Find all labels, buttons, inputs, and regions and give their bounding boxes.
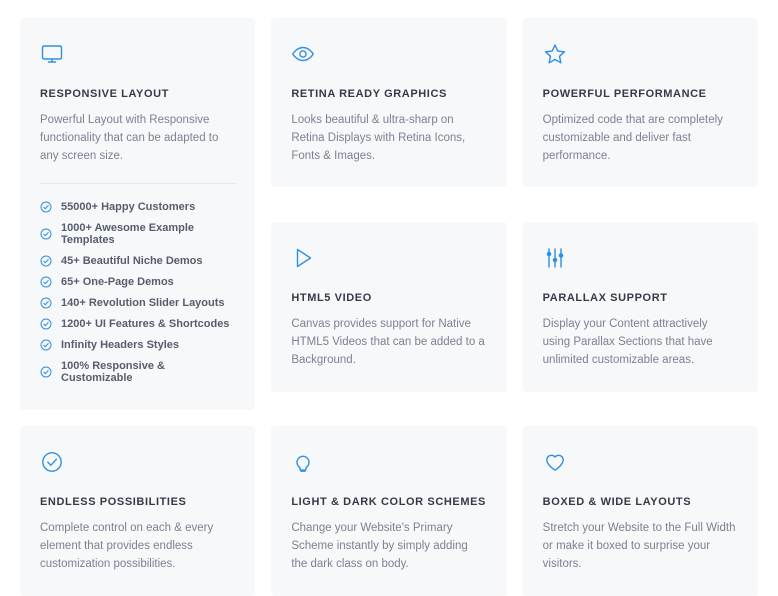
check-circle-icon xyxy=(40,318,52,330)
list-item-label: 65+ One-Page Demos xyxy=(61,275,174,288)
monitor-icon xyxy=(40,42,235,72)
feature-card-description: Stretch your Website to the Full Width or make it boxed to surprise your visitors. xyxy=(542,522,736,571)
check-circle-icon xyxy=(40,228,52,240)
list-item-label: Infinity Headers Styles xyxy=(61,338,179,351)
feature-card-parallax-support xyxy=(523,222,758,391)
feature-card-responsive-layout xyxy=(20,18,255,410)
feature-list xyxy=(40,183,235,388)
feature-card-title: BOXED & WIDE LAYOUTS xyxy=(542,496,692,509)
list-item-label: 1200+ UI Features & Shortcodes xyxy=(61,317,230,330)
feature-card-light-dark-color-schemes xyxy=(271,426,506,595)
feature-card-description: Complete control on each & every element that provides endless customization possibilities. xyxy=(40,522,214,571)
feature-card-retina-ready-graphics xyxy=(271,18,506,187)
list-item-label: 100% Responsive & Customizable xyxy=(61,359,165,384)
eye-icon xyxy=(291,42,486,72)
list-item xyxy=(40,271,235,292)
list-item-label: 140+ Revolution Slider Layouts xyxy=(61,296,225,309)
check-circle-icon xyxy=(40,450,235,480)
feature-card-title: PARALLAX SUPPORT xyxy=(542,292,668,305)
feature-card-title: RESPONSIVE LAYOUT xyxy=(40,88,169,100)
check-circle-icon xyxy=(40,201,52,213)
feature-card-description: Optimized code that are completely customizable and deliver fast performance. xyxy=(542,114,723,162)
feature-card-title: ENDLESS POSSIBILITIES xyxy=(40,496,187,509)
list-item xyxy=(40,250,235,271)
star-icon xyxy=(543,42,738,72)
feature-card-html5-video xyxy=(271,222,506,391)
feature-card-description: Powerful Layout with Responsive functionality that can be adapted to any screen size. xyxy=(40,114,219,162)
feature-card-title: HTML5 VIDEO xyxy=(291,292,372,305)
list-item xyxy=(40,313,235,334)
list-item xyxy=(40,196,235,217)
sliders-icon xyxy=(543,246,738,276)
list-item xyxy=(40,334,235,355)
play-icon xyxy=(291,246,486,276)
list-item xyxy=(40,355,235,388)
feature-card-description: Change your Website's Primary Scheme instantly by simply adding the dark class on body. xyxy=(291,522,468,571)
feature-card-endless-possibilities xyxy=(20,426,255,595)
list-item xyxy=(40,292,235,313)
list-item-label: 45+ Beautiful Niche Demos xyxy=(61,254,203,267)
feature-card-title: LIGHT & DARK COLOR SCHEMES xyxy=(291,496,486,509)
list-item-label: 55000+ Happy Customers xyxy=(61,200,196,213)
feature-card-powerful-performance xyxy=(523,18,758,187)
list-item-label: 1000+ Awesome Example Templates xyxy=(61,221,194,246)
feature-card-description: Display your Content attractively using Parallax Sections that have unlimited customizable areas. xyxy=(542,318,713,366)
check-circle-icon xyxy=(40,276,52,288)
feature-card-description: Looks beautiful & ultra-sharp on Retina Displays with Retina Icons, Fonts & Images. xyxy=(291,114,466,162)
feature-card-title: POWERFUL PERFORMANCE xyxy=(542,88,707,100)
check-circle-icon xyxy=(40,255,52,267)
bulb-icon xyxy=(291,450,486,480)
feature-card-description: Canvas provides support for Native HTML5 Videos that can be added to a Background. xyxy=(291,318,485,366)
heart-icon xyxy=(543,450,738,480)
check-circle-icon xyxy=(40,339,52,351)
check-circle-icon xyxy=(40,297,52,309)
list-item xyxy=(40,217,235,250)
feature-card-title: RETINA READY GRAPHICS xyxy=(291,88,447,100)
check-circle-icon xyxy=(40,366,52,378)
feature-card-boxed-wide-layouts xyxy=(523,426,758,595)
